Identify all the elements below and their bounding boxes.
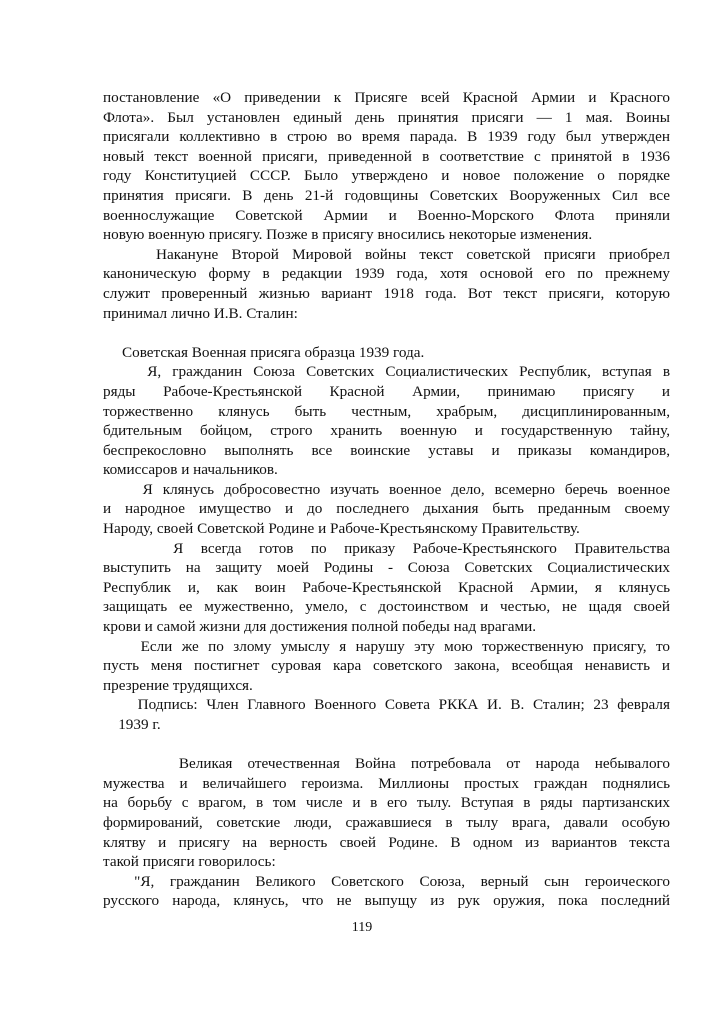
text-line: комиссаров и начальников. xyxy=(103,461,278,479)
text-line: пусть меня постигнет суровая кара советского закона, всеобщая ненависть и xyxy=(103,657,670,675)
text-line: году Конституцией СССР. Было утверждено и новое положение о порядке xyxy=(103,167,670,185)
paragraph xyxy=(103,695,670,734)
text-line: Народу, своей Советской Родине и Рабоче-Крестьянскому Правительству. xyxy=(103,520,580,538)
paragraph xyxy=(103,754,670,872)
text-line: клятву и присягу на верность своей Родине. В одном из вариантов текста xyxy=(103,833,670,851)
paragraph xyxy=(103,245,670,323)
text-line: военнослужащие Советской Армии и Военно-Морского Флота приняли xyxy=(103,206,670,224)
text-line: выступить на защиту моей Родины - Союза Советских Социалистических xyxy=(103,559,670,577)
page-number: 119 xyxy=(351,920,373,935)
text-line: крови и самой жизни для достижения полной победы над врагами. xyxy=(103,618,537,636)
text-line: Я клянусь добросовестно изучать военное дело, всемерно беречь военное xyxy=(103,480,670,498)
text-line: принимал лично И.В. Сталин: xyxy=(103,304,298,322)
paragraph xyxy=(103,480,670,539)
text-line: Если же по злому умыслу я нарушу эту мою торжественную присягу, то xyxy=(103,637,670,655)
text-line: Великая отечественная Война потребовала от народа небывалого xyxy=(103,755,670,773)
text-line: новый текст военной присяги, приведенной в соответствие с принятой в 1936 xyxy=(103,147,670,165)
text-line: постановление «О приведении к Присяге всей Красной Армии и Красного xyxy=(103,89,670,106)
text-line: Флота». Был установлен единый день принятия присяги — 1 мая. Воины xyxy=(103,108,670,126)
text-line: русского народа, клянусь, что не выпущу из рук оружия, пока последний xyxy=(103,892,670,910)
paragraph xyxy=(103,88,670,245)
text-line: присягали коллективно в строю во время парада. В 1939 году был утвержден xyxy=(103,128,670,146)
text-line: Республик и, как воин Рабоче-Крестьянской Красной Армии, я клянусь xyxy=(103,578,670,596)
text-line: Накануне Второй Мировой войны текст советской присяги приобрел xyxy=(103,245,670,263)
text-line: каноническую форму в редакции 1939 года, хотя основой его по прежнему xyxy=(103,265,670,283)
paragraph xyxy=(103,343,670,363)
text-line: защищать ее мужественно, умело, с достоинством и честью, не щадя своей xyxy=(103,598,670,616)
text-line: бдительным бойцом, строго хранить военную и государственную тайну, xyxy=(103,422,670,440)
text-line: Я всегда готов по приказу Рабоче-Крестьянского Правительства xyxy=(103,539,670,557)
paragraph xyxy=(103,362,670,480)
blank-line xyxy=(103,323,670,343)
text-line: ряды Рабоче-Крестьянской Красной Армии, принимаю присягу и xyxy=(103,382,670,400)
body-text xyxy=(103,88,670,911)
text-line: презрение трудящихся. xyxy=(103,676,253,694)
text-line: беспрекословно выполнять все воинские уставы и приказы командиров, xyxy=(103,441,670,459)
text-line: Я, гражданин Союза Советских Социалистических Республик, вступая в xyxy=(103,363,670,381)
text-line: Подпись: Член Главного Военного Совета РККА И. В. Сталин; 23 февраля xyxy=(103,696,670,714)
text-line: торжественно клянусь быть честным, храбрым, дисциплинированным, xyxy=(103,402,670,420)
text-line: на борьбу с врагом, в том числе и в его тылу. Вступая в ряды партизанских xyxy=(103,794,670,812)
text-line: "Я, гражданин Великого Советского Союза, верный сын героического xyxy=(103,872,670,890)
paragraph xyxy=(103,539,670,637)
text-line: 1939 г. xyxy=(103,716,161,733)
blank-line xyxy=(103,735,670,755)
text-line: Советская Военная присяга образца 1939 года. xyxy=(103,343,425,361)
paragraph xyxy=(103,872,670,911)
text-line: новую военную присягу. Позже в присягу вносились некоторые изменения. xyxy=(103,226,593,244)
text-line: служит проверенный жизнью вариант 1918 года. Вот текст присяги, которую xyxy=(103,284,670,302)
text-line: формирований, советские люди, сражавшиеся в тылу врага, давали особую xyxy=(103,813,670,831)
text-line: мужества и величайшего героизма. Миллионы простых граждан поднялись xyxy=(103,774,670,792)
text-line: принятия присяги. В день 21-й годовщины Советских Вооруженных Сил все xyxy=(103,186,670,204)
text-line: и народное имущество и до последнего дыхания быть преданным своему xyxy=(103,500,670,518)
paragraph xyxy=(103,637,670,696)
text-line: такой присяги говорилось: xyxy=(103,853,276,871)
